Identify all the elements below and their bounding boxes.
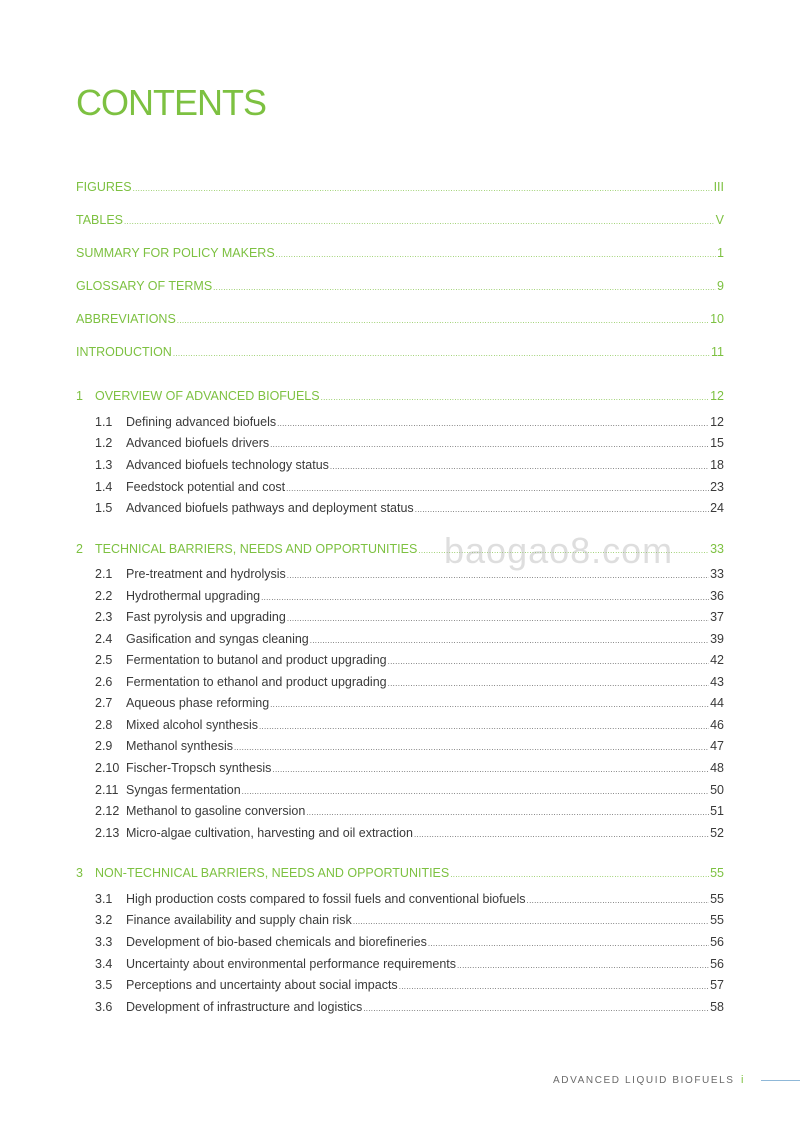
toc-label: Feedstock potential and cost bbox=[126, 480, 286, 494]
subsection-number: 2.11 bbox=[95, 783, 119, 797]
subsection-number: 2.9 bbox=[95, 739, 113, 753]
toc-label: Pre-treatment and hydrolysis bbox=[126, 567, 286, 581]
toc-label: Aqueous phase reforming bbox=[126, 696, 270, 710]
toc-subsection-2-5[interactable] bbox=[95, 652, 724, 670]
toc-subsection-2-10[interactable] bbox=[95, 760, 724, 778]
toc-page: 47 bbox=[710, 739, 724, 753]
subsection-number: 2.10 bbox=[95, 761, 120, 775]
toc-leader bbox=[261, 590, 709, 606]
toc-entry-summary[interactable] bbox=[76, 245, 724, 263]
toc-leader bbox=[306, 805, 709, 821]
toc-label: SUMMARY FOR POLICY MAKERS bbox=[76, 246, 275, 260]
toc-subsection-3-6[interactable] bbox=[95, 999, 724, 1017]
toc-label: Fischer-Tropsch synthesis bbox=[126, 761, 272, 775]
toc-page: 18 bbox=[710, 458, 724, 472]
subsection-number: 3.4 bbox=[95, 957, 113, 971]
toc-label: Gasification and syngas cleaning bbox=[126, 632, 309, 646]
page-title: CONTENTS bbox=[76, 82, 266, 123]
watermark: baogao8.com bbox=[444, 530, 674, 571]
toc-leader bbox=[428, 936, 709, 952]
footer-rule bbox=[761, 1080, 800, 1081]
toc-label: Development of bio-based chemicals and biorefineries bbox=[126, 935, 427, 949]
toc-leader bbox=[353, 914, 709, 930]
toc-subsection-2-6[interactable] bbox=[95, 674, 724, 692]
toc-entry-introduction[interactable] bbox=[76, 344, 724, 362]
toc-leader bbox=[270, 697, 709, 713]
toc-page: 56 bbox=[710, 957, 724, 971]
toc-subsection-3-4[interactable] bbox=[95, 956, 724, 974]
toc-page: 56 bbox=[710, 935, 724, 949]
subsection-number: 1.3 bbox=[95, 458, 113, 472]
toc-subsection-2-11[interactable] bbox=[95, 782, 724, 800]
toc-page: 51 bbox=[710, 804, 724, 818]
toc-label: FIGURES bbox=[76, 180, 132, 194]
subsection-number: 3.6 bbox=[95, 1000, 113, 1014]
toc-page: 33 bbox=[710, 567, 724, 581]
toc-label: Fast pyrolysis and upgrading bbox=[126, 610, 286, 624]
subsection-number: 3.1 bbox=[95, 892, 113, 906]
toc-label: Fermentation to ethanol and product upgrading bbox=[126, 675, 387, 689]
toc-label: Advanced biofuels pathways and deployment status bbox=[126, 501, 414, 515]
toc-label: Mixed alcohol synthesis bbox=[126, 718, 259, 732]
toc-leader bbox=[259, 719, 709, 735]
toc-subsection-1-1[interactable] bbox=[95, 414, 724, 432]
footer-title: ADVANCED LIQUID BIOFUELS bbox=[553, 1075, 735, 1086]
toc-page: 58 bbox=[710, 1000, 724, 1014]
toc-subsection-2-7[interactable] bbox=[95, 695, 724, 713]
toc-subsection-1-5[interactable] bbox=[95, 500, 724, 518]
toc-label: Advanced biofuels drivers bbox=[126, 436, 270, 450]
subsection-number: 2.1 bbox=[95, 567, 113, 581]
toc-subsection-1-2[interactable] bbox=[95, 435, 724, 453]
toc-entry-abbreviations[interactable] bbox=[76, 311, 724, 329]
toc-label: Syngas fermentation bbox=[126, 783, 241, 797]
toc-leader bbox=[450, 867, 709, 883]
toc-subsection-2-8[interactable] bbox=[95, 717, 724, 735]
toc-leader bbox=[242, 784, 709, 800]
toc-page: 55 bbox=[710, 866, 724, 880]
toc-subsection-2-3[interactable] bbox=[95, 609, 724, 627]
toc-page: 44 bbox=[710, 696, 724, 710]
toc-page: 55 bbox=[710, 892, 724, 906]
toc-section-1[interactable] bbox=[76, 388, 724, 406]
subsection-number: 2.2 bbox=[95, 589, 113, 603]
toc-page: 1 bbox=[717, 246, 724, 260]
toc-page: 43 bbox=[710, 675, 724, 689]
toc-page: 57 bbox=[710, 978, 724, 992]
subsection-number: 2.6 bbox=[95, 675, 113, 689]
toc-leader bbox=[286, 481, 709, 497]
toc-page: 36 bbox=[710, 589, 724, 603]
toc-leader bbox=[277, 416, 709, 432]
toc-leader bbox=[310, 633, 709, 649]
toc-subsection-3-3[interactable] bbox=[95, 934, 724, 952]
subsection-number: 1.4 bbox=[95, 480, 113, 494]
subsection-number: 2.12 bbox=[95, 804, 120, 818]
toc-subsection-3-2[interactable] bbox=[95, 912, 724, 930]
toc-page: 12 bbox=[710, 389, 724, 403]
toc-page: 50 bbox=[710, 783, 724, 797]
toc-leader bbox=[330, 459, 709, 475]
subsection-number: 3.2 bbox=[95, 913, 113, 927]
subsection-number: 2.5 bbox=[95, 653, 113, 667]
toc-label: Development of infrastructure and logistics bbox=[126, 1000, 363, 1014]
toc-label: INTRODUCTION bbox=[76, 345, 172, 359]
toc-label: ABBREVIATIONS bbox=[76, 312, 176, 326]
toc-label: Methanol to gasoline conversion bbox=[126, 804, 306, 818]
toc-page: 48 bbox=[710, 761, 724, 775]
toc-page: 37 bbox=[710, 610, 724, 624]
section-number: 1 bbox=[76, 389, 83, 403]
toc-label: TECHNICAL BARRIERS, NEEDS AND OPPORTUNITIES bbox=[95, 542, 418, 556]
toc-leader bbox=[213, 280, 716, 296]
toc-page: III bbox=[713, 180, 724, 194]
toc-leader bbox=[415, 502, 709, 518]
toc-label: Perceptions and uncertainty about social impacts bbox=[126, 978, 398, 992]
toc-leader bbox=[363, 1001, 709, 1017]
toc-subsection-2-9[interactable] bbox=[95, 738, 724, 756]
toc-label: Methanol synthesis bbox=[126, 739, 234, 753]
toc-label: Fermentation to butanol and product upgrading bbox=[126, 653, 387, 667]
subsection-number: 3.5 bbox=[95, 978, 113, 992]
toc-label: Hydrothermal upgrading bbox=[126, 589, 261, 603]
toc-subsection-2-12[interactable] bbox=[95, 803, 724, 821]
toc-page: 15 bbox=[710, 436, 724, 450]
toc-subsection-1-4[interactable] bbox=[95, 479, 724, 497]
toc-page: 39 bbox=[710, 632, 724, 646]
toc-leader bbox=[399, 979, 709, 995]
toc-leader bbox=[321, 390, 710, 406]
toc-leader bbox=[133, 181, 713, 197]
toc-subsection-2-4[interactable] bbox=[95, 631, 724, 649]
toc-entry-figures[interactable] bbox=[76, 179, 724, 197]
toc-label: Finance availability and supply chain risk bbox=[126, 913, 352, 927]
toc-page: 52 bbox=[710, 826, 724, 840]
footer-page-number: i bbox=[741, 1074, 744, 1086]
subsection-number: 1.5 bbox=[95, 501, 113, 515]
toc-entry-glossary[interactable] bbox=[76, 278, 724, 296]
toc-label: Micro-algae cultivation, harvesting and oil extraction bbox=[126, 826, 413, 840]
toc-subsection-1-3[interactable] bbox=[95, 457, 724, 475]
toc-leader bbox=[276, 247, 716, 263]
toc-page: 33 bbox=[710, 542, 724, 556]
toc-leader bbox=[388, 676, 709, 692]
section-number: 2 bbox=[76, 542, 83, 556]
toc-leader bbox=[287, 611, 709, 627]
toc-subsection-3-1[interactable] bbox=[95, 891, 724, 909]
subsection-number: 1.1 bbox=[95, 415, 113, 429]
toc-subsection-3-5[interactable] bbox=[95, 977, 724, 995]
toc-label: Defining advanced biofuels bbox=[126, 415, 277, 429]
toc-leader bbox=[270, 437, 709, 453]
toc-leader bbox=[272, 762, 709, 778]
toc-page: 12 bbox=[710, 415, 724, 429]
toc-page: 9 bbox=[717, 279, 724, 293]
toc-page: 10 bbox=[710, 312, 724, 326]
subsection-number: 2.7 bbox=[95, 696, 113, 710]
subsection-number: 3.3 bbox=[95, 935, 113, 949]
toc-leader bbox=[173, 346, 710, 362]
section-number: 3 bbox=[76, 866, 83, 880]
subsection-number: 2.3 bbox=[95, 610, 113, 624]
toc-page: V bbox=[715, 213, 724, 227]
toc-leader bbox=[124, 214, 715, 230]
toc-subsection-2-2[interactable] bbox=[95, 588, 724, 606]
toc-leader bbox=[177, 313, 709, 329]
subsection-number: 2.13 bbox=[95, 826, 120, 840]
toc-label: OVERVIEW OF ADVANCED BIOFUELS bbox=[95, 389, 320, 403]
toc-page: 23 bbox=[710, 480, 724, 494]
toc-entry-tables[interactable] bbox=[76, 212, 724, 230]
toc-label: High production costs compared to fossil fuels and conventional biofuels bbox=[126, 892, 526, 906]
toc-label: Advanced biofuels technology status bbox=[126, 458, 329, 472]
toc-page: 11 bbox=[711, 345, 724, 359]
subsection-number: 1.2 bbox=[95, 436, 113, 450]
toc-label: NON-TECHNICAL BARRIERS, NEEDS AND OPPORTUNITIES bbox=[95, 866, 450, 880]
toc-leader bbox=[457, 958, 709, 974]
toc-label: Uncertainty about environmental performance requirements bbox=[126, 957, 457, 971]
subsection-number: 2.4 bbox=[95, 632, 113, 646]
toc-page: 24 bbox=[710, 501, 724, 515]
toc-subsection-2-13[interactable] bbox=[95, 825, 724, 843]
toc-leader bbox=[527, 893, 710, 909]
toc-label: TABLES bbox=[76, 213, 124, 227]
toc-page: 55 bbox=[710, 913, 724, 927]
toc-label: GLOSSARY OF TERMS bbox=[76, 279, 213, 293]
toc-page: 46 bbox=[710, 718, 724, 732]
subsection-number: 2.8 bbox=[95, 718, 113, 732]
toc-leader bbox=[388, 654, 709, 670]
toc-leader bbox=[234, 740, 709, 756]
toc-page: 42 bbox=[710, 653, 724, 667]
toc-leader bbox=[414, 827, 709, 843]
toc-section-3[interactable] bbox=[76, 865, 724, 883]
